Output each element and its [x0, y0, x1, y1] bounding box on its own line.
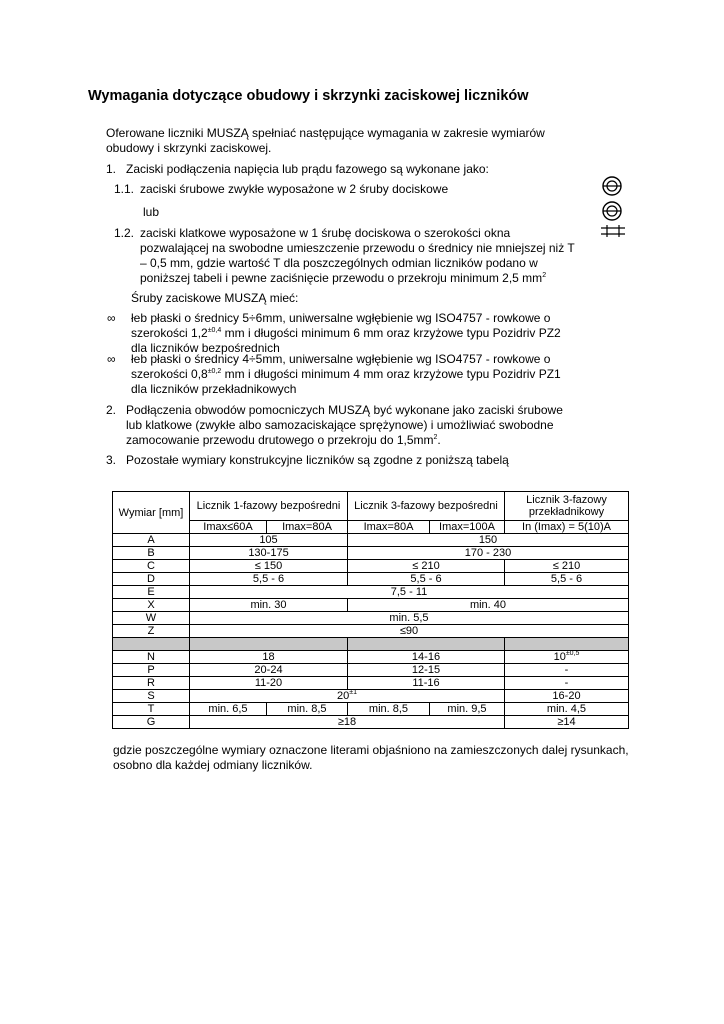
- table-cell: min. 4,5: [505, 703, 629, 716]
- item-1-1-number: 1.1.: [114, 182, 135, 196]
- table-cell: 11-20: [190, 677, 348, 690]
- table-cell: 5,5 - 6: [190, 573, 348, 586]
- table-cell: 18: [190, 651, 348, 664]
- table-cell: 16-20: [505, 690, 629, 703]
- table-cell: ≤ 210: [348, 560, 505, 573]
- row-label: S: [113, 690, 190, 703]
- table-row: [113, 599, 629, 612]
- bullet-2-line-2: szerokości $0,8^{\pm 0,2}$ mm i długości minimum 4 mm oraz krzyżowe typu Pozidriv PZ1: [131, 367, 561, 381]
- bullet-1-symbol: ∞: [107, 311, 116, 325]
- table-cell: 130-175: [190, 547, 348, 560]
- table-row: [113, 651, 629, 664]
- item-1-1-text: zaciski śrubowe zwykłe wyposażone w 2 śruby dociskowe: [140, 182, 449, 196]
- table-row: [113, 625, 629, 638]
- item-2-number: 2.: [106, 403, 117, 417]
- table-cell: min. 30: [190, 599, 348, 612]
- item-1-2-number: 1.2.: [114, 226, 135, 240]
- row-label: G: [113, 716, 190, 729]
- row-label: D: [113, 573, 190, 586]
- table-cell: min. 8,5: [267, 703, 348, 716]
- header-1-phase-direct: Licznik 1-fazowy bezpośredni: [190, 492, 348, 521]
- table-cell: 170 - 230: [348, 547, 629, 560]
- item-3-text: Pozostałe wymiary konstrukcyjne liczników są zgodne z poniższą tabelą: [126, 453, 509, 467]
- table-row: [113, 677, 629, 690]
- item-1-2-line-4: poniższej tabeli i pewne zaciśnięcie przewodu o przekroju minimum 2,5 $mm^2$: [140, 271, 547, 285]
- table-header-row: [113, 492, 629, 521]
- table-cell: ≥18: [190, 716, 505, 729]
- page-title: Wymagania dotyczące obudowy i skrzynki zaciskowej liczników: [88, 88, 529, 104]
- item-1-text: Zaciski podłączenia napięcia lub prądu fazowego są wykonane jako:: [126, 162, 489, 176]
- table-cell: -: [505, 664, 629, 677]
- table-cell: ≤90: [190, 625, 629, 638]
- subheader-cell: Imax=100A: [430, 521, 505, 534]
- row-label: N: [113, 651, 190, 664]
- table-cell: min. 40: [348, 599, 629, 612]
- bullet-1-line-2: szerokości $1,2^{\pm 0,4}$ mm i długości minimum 6 mm oraz krzyżowe typu Pozidriv PZ2: [131, 326, 561, 340]
- intro-line-2: obudowy i skrzynki zaciskowej.: [106, 141, 272, 155]
- closing-line-1: gdzie poszczególne wymiary oznaczone literami objaśniono na zamieszczonych dalej rysunkach,: [113, 743, 629, 757]
- table-cell: min. 8,5: [348, 703, 430, 716]
- item-2-line-1: Podłączenia obwodów pomocniczych MUSZĄ być wykonane jako zaciski śrubowe: [126, 403, 563, 417]
- table-row: [113, 560, 629, 573]
- table-cell: 12-15: [348, 664, 505, 677]
- item-1-2-line-2: pozwalającej na swobodne umieszczenie przewodu o średnicy nie mniejszej niż T: [140, 241, 575, 255]
- lub-text: lub: [143, 205, 160, 219]
- table-cell: -: [505, 677, 629, 690]
- separator-cell: [505, 638, 629, 651]
- header-3-phase-transformer: Licznik 3-fazowy przekładnikowy: [505, 492, 629, 521]
- table-cell: 11-16: [348, 677, 505, 690]
- terminal-screw-icon: [599, 176, 629, 238]
- table-cell: ≥14: [505, 716, 629, 729]
- table-cell: ≤ 150: [190, 560, 348, 573]
- table-cell: $20^{\pm 1}$: [190, 690, 505, 703]
- closing-line-2: osobno dla każdej odmiany liczników.: [113, 758, 313, 772]
- subheader-cell: In (Imax) = 5(10)A: [505, 521, 629, 534]
- table-row: [113, 586, 629, 599]
- row-label: E: [113, 586, 190, 599]
- row-label: B: [113, 547, 190, 560]
- table-separator-row: [113, 638, 629, 651]
- bullet-1-line-3: dla liczników bezpośrednich: [131, 341, 280, 355]
- row-label: T: [113, 703, 190, 716]
- table-cell: 105: [190, 534, 348, 547]
- subheader-cell: Imax≤60A: [190, 521, 267, 534]
- subheader-cell: Imax=80A: [267, 521, 348, 534]
- row-label: X: [113, 599, 190, 612]
- table-row: [113, 573, 629, 586]
- separator-cell: [113, 638, 190, 651]
- table-row: [113, 534, 629, 547]
- table-cell: 20-24: [190, 664, 348, 677]
- item-2-line-2: lub klatkowe (zwykłe albo samozaciskające sprężynowe) i umożliwiać swobodne: [126, 418, 554, 432]
- bullet-2-line-1: łeb płaski o średnicy 4÷5mm, uniwersalne wgłębienie wg ISO4757 - rowkowe o: [131, 352, 551, 366]
- table-cell: min. 9,5: [430, 703, 505, 716]
- table-row: [113, 716, 629, 729]
- bullet-2-symbol: ∞: [107, 352, 116, 366]
- header-dimension: Wymiar [mm]: [113, 492, 190, 534]
- table-cell: 150: [348, 534, 629, 547]
- row-label: Z: [113, 625, 190, 638]
- row-label: P: [113, 664, 190, 677]
- row-label: A: [113, 534, 190, 547]
- item-1-number: 1.: [106, 162, 117, 176]
- table-row: [113, 703, 629, 716]
- table-row: [113, 612, 629, 625]
- header-3-phase-direct: Licznik 3-fazowy bezpośredni: [348, 492, 505, 521]
- screws-heading: Śruby zaciskowe MUSZĄ mieć:: [131, 291, 299, 305]
- table-row: [113, 690, 629, 703]
- row-label: W: [113, 612, 190, 625]
- separator-cell: [348, 638, 505, 651]
- table-row: [113, 547, 629, 560]
- table-cell: min. 5,5: [190, 612, 629, 625]
- table-cell: 14-16: [348, 651, 505, 664]
- table-cell: ≤ 210: [505, 560, 629, 573]
- item-3-number: 3.: [106, 453, 117, 467]
- table-subheader-row: [113, 521, 629, 534]
- row-label: C: [113, 560, 190, 573]
- item-1-2-line-1: zaciski klatkowe wyposażone w 1 śrubę dociskowa o szerokości okna: [140, 226, 511, 240]
- table-cell: 5,5 - 6: [348, 573, 505, 586]
- item-2-line-3: zamocowanie przewodu drutowego o przekroju do $1,5mm^2$.: [126, 433, 441, 447]
- separator-cell: [190, 638, 348, 651]
- table-cell: min. 6,5: [190, 703, 267, 716]
- intro-line-1: Oferowane liczniki MUSZĄ spełniać następujące wymagania w zakresie wymiarów: [106, 126, 545, 140]
- table-cell: $10^{\pm 0,5}$: [505, 651, 629, 664]
- dimensions-table: [112, 491, 629, 729]
- subheader-cell: Imax=80A: [348, 521, 430, 534]
- bullet-2-line-3: dla liczników przekładnikowych: [131, 382, 297, 396]
- table-cell: 7,5 - 11: [190, 586, 629, 599]
- table-cell: 5,5 - 6: [505, 573, 629, 586]
- row-label: R: [113, 677, 190, 690]
- bullet-1-line-1: łeb płaski o średnicy 5÷6mm, uniwersalne wgłębienie wg ISO4757 - rowkowe o: [131, 311, 551, 325]
- item-1-2-line-3: – 0,5 mm, gdzie wartość T dla poszczególnych odmian liczników podano w: [140, 256, 538, 270]
- table-row: [113, 664, 629, 677]
